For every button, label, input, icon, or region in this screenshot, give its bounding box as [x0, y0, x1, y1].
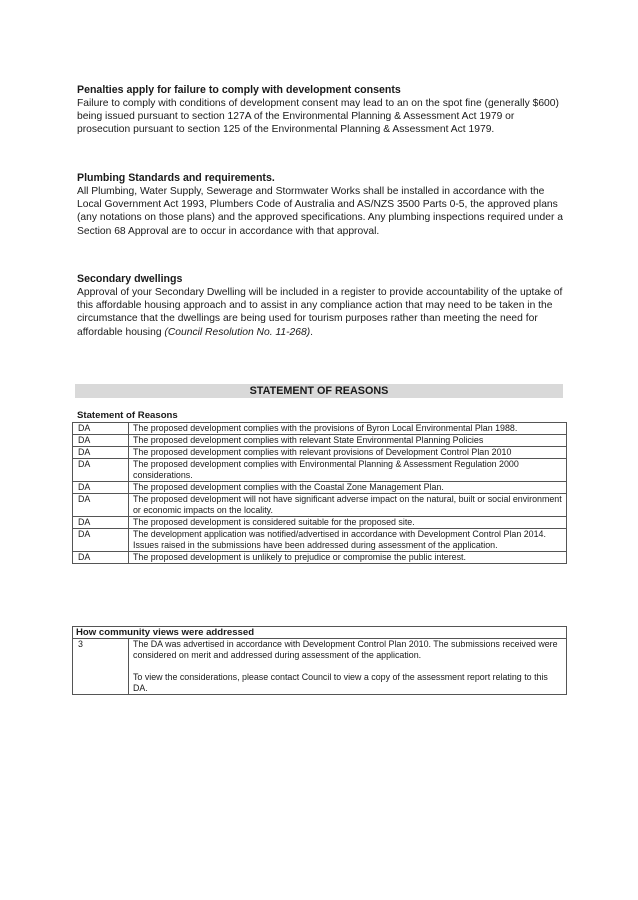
- section-heading: Plumbing Standards and requirements.: [77, 172, 275, 184]
- table-row: [73, 552, 567, 564]
- body-end: .: [310, 326, 314, 338]
- community-text-2: To view the considerations, please contact Council to view a copy of the assessment report relating to this DA.: [133, 672, 548, 693]
- table-row: [73, 494, 567, 517]
- table-row: [73, 639, 567, 695]
- section-body: [77, 286, 567, 339]
- table-row: [73, 447, 567, 459]
- section-body: All Plumbing, Water Supply, Sewerage and Stormwater Works shall be installed in accordance with the Local Government Act 1993, Plumbers Code of Australia and AS/NZS 3500 Parts 0-5, the approved plans (any notations on those plans) and the approved specifications. Any plumbing inspections required under a Section 68 Approval are to occur in accordance with that approval.: [77, 186, 563, 237]
- row-text: The proposed development complies with relevant provisions of Development Control Plan 2010: [129, 447, 567, 459]
- row-text: The proposed development will not have significant adverse impact on the natural, built or social environment or economic impacts on the locality.: [129, 494, 567, 517]
- row-text: The proposed development complies with the provisions of Byron Local Environmental Plan 1988.: [129, 423, 567, 435]
- row-text: The development application was notified/advertised in accordance with Development Control Plan 2014. Issues raised in the submissions have been addressed during assessment of the application.: [129, 529, 567, 552]
- body-text: Approval of your Secondary Dwelling will be included in a register to provide accountability of the uptake of this affordable housing approach and to assist in any compliance action that may need to be taken in the circumstance that the dwellings are being used for tourism purposes rather than meeting the need for affordable housing: [77, 287, 563, 338]
- row-code: DA: [73, 459, 129, 482]
- table-row: [73, 435, 567, 447]
- table-header-row: [73, 627, 567, 639]
- table-row: [73, 529, 567, 552]
- section-heading: Secondary dwellings: [77, 273, 183, 285]
- section-heading: Penalties apply for failure to comply with development consents: [77, 84, 401, 96]
- row-code: DA: [73, 517, 129, 529]
- row-code: DA: [73, 447, 129, 459]
- community-text-1: The DA was advertised in accordance with Development Control Plan 2010. The submissions received were considered on merit and addressed during assessment of the application.: [133, 639, 558, 660]
- table-row: [73, 423, 567, 435]
- statement-of-reasons-banner: STATEMENT OF REASONS: [75, 384, 563, 398]
- table-row: [73, 459, 567, 482]
- secondary-dwellings-section: [77, 273, 567, 339]
- row-code: DA: [73, 435, 129, 447]
- row-code: DA: [73, 529, 129, 552]
- row-code: DA: [73, 482, 129, 494]
- council-resolution-citation: (Council Resolution No. 11-268): [164, 326, 311, 338]
- row-text: [129, 639, 567, 695]
- row-text: The proposed development is considered suitable for the proposed site.: [129, 517, 567, 529]
- reasons-table-title: Statement of Reasons: [77, 410, 178, 421]
- row-text: The proposed development is unlikely to prejudice or compromise the public interest.: [129, 552, 567, 564]
- section-body: Failure to comply with conditions of development consent may lead to an on the spot fine (generally $600) being issued pursuant to section 127A of the Environmental Planning & Assessment Act 1979 or prosecution pursuant to section 125 of the Environmental Planning & Assessment Act 1979.: [77, 98, 559, 136]
- row-code: DA: [73, 552, 129, 564]
- community-views-table: [72, 626, 567, 695]
- row-text: The proposed development complies with the Coastal Zone Management Plan.: [129, 482, 567, 494]
- row-text: The proposed development complies with Environmental Planning & Assessment Regulation 2000 considerations.: [129, 459, 567, 482]
- paragraph-gap: [133, 661, 563, 672]
- row-text: The proposed development complies with relevant State Environmental Planning Policies: [129, 435, 567, 447]
- reasons-table: [72, 422, 567, 564]
- row-code: DA: [73, 494, 129, 517]
- table-row: [73, 482, 567, 494]
- table-row: [73, 517, 567, 529]
- penalties-section: [77, 84, 567, 137]
- community-views-title: How community views were addressed: [73, 627, 567, 639]
- row-code: 3: [73, 639, 129, 695]
- row-code: DA: [73, 423, 129, 435]
- plumbing-section: [77, 172, 567, 238]
